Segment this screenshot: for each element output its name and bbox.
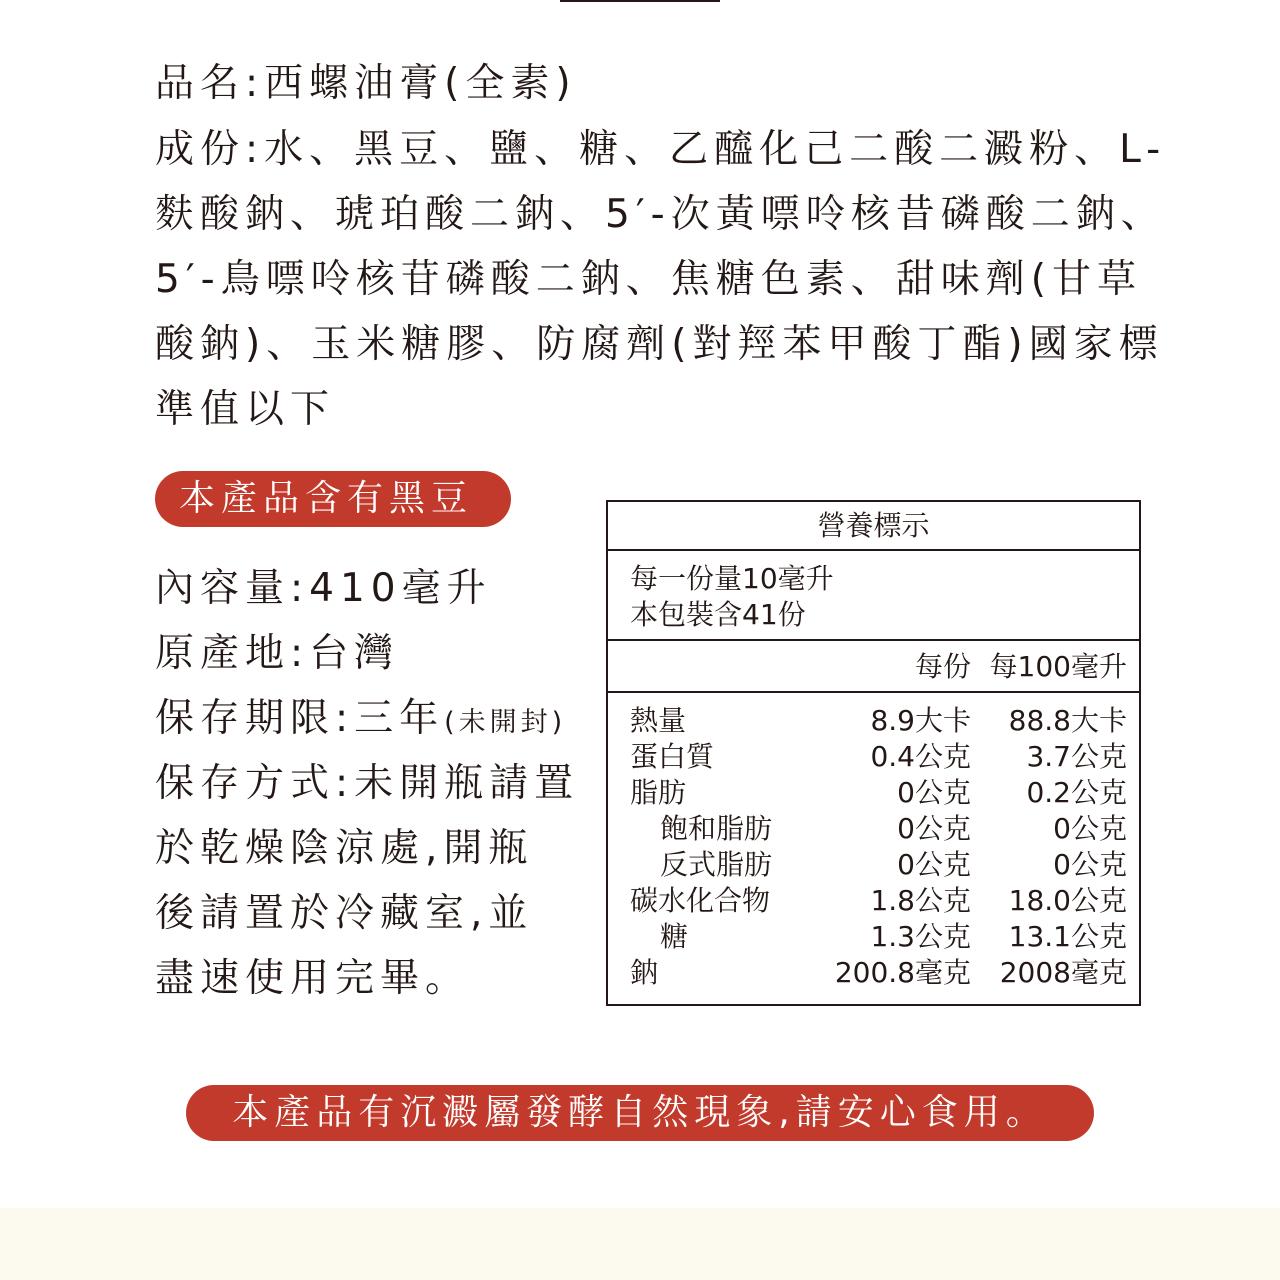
per-serving-value: 8.9大卡: [870, 704, 971, 737]
nutrient-label: 反式脂肪: [660, 848, 773, 881]
nutrition-column-header: [608, 641, 1139, 693]
nutrient-label: 熱量: [630, 704, 687, 737]
ingredients-line: 5′-鳥嘌呤核苷磷酸二鈉、焦糖色素、甜味劑(甘草: [155, 257, 1142, 302]
per-100ml-value: 2008毫克: [999, 956, 1127, 989]
per-100ml-value: 18.0公克: [1008, 884, 1127, 917]
storage-line: 於乾燥陰涼處,開瓶: [155, 826, 534, 871]
ingredients-line: 成份:水、黑豆、鹽、糖、乙醯化己二酸二澱粉、L-: [155, 127, 1167, 172]
nutrient-label: 鈉: [630, 956, 659, 989]
per-serving-header: 每份: [914, 650, 971, 683]
shelf-life-text: 保存期限:三年: [155, 696, 445, 741]
storage-line: 盡速使用完畢。: [155, 956, 471, 1001]
per-100ml-header: 每100毫升: [989, 650, 1127, 683]
serving-info: [608, 551, 1139, 641]
shelf-life-line: [155, 697, 566, 745]
per-serving-value: 0.4公克: [870, 740, 971, 773]
top-divider: [560, 0, 720, 2]
ingredients-line: 酸鈉)、玉米糖膠、防腐劑(對羥苯甲酸丁酯)國家標: [155, 322, 1164, 367]
volume-line: 內容量:410毫升: [155, 566, 492, 611]
nutrition-title: 營養標示: [608, 502, 1139, 551]
nutrition-row: [608, 883, 1139, 919]
nutrient-label: 糖: [660, 920, 689, 953]
ingredients-line: 麩酸鈉、琥珀酸二鈉、5′-次黃嘌呤核昔磷酸二鈉、: [155, 192, 1166, 237]
per-100ml-value: 88.8大卡: [1008, 704, 1127, 737]
nutrition-row: [608, 811, 1139, 847]
nutrition-row: [608, 775, 1139, 811]
per-serving-value: 0公克: [897, 848, 971, 881]
nutrition-rows: [608, 693, 1139, 991]
bottom-band: [0, 1208, 1280, 1280]
storage-line: 後請置於冷藏室,並: [155, 891, 534, 936]
nutrition-row: [608, 703, 1139, 739]
per-serving-value: 200.8毫克: [834, 956, 971, 989]
nutrient-label: 蛋白質: [630, 740, 715, 773]
nutrient-label: 飽和脂肪: [660, 812, 773, 845]
servings-per-pack: 本包裝含41份: [630, 598, 806, 631]
per-100ml-value: 0公克: [1053, 848, 1127, 881]
origin-line: 原產地:台灣: [155, 631, 400, 676]
serving-size: 每一份量10毫升: [630, 562, 834, 595]
per-serving-value: 0公克: [897, 776, 971, 809]
per-100ml-value: 3.7公克: [1026, 740, 1127, 773]
per-serving-value: 1.8公克: [870, 884, 971, 917]
nutrition-row: [608, 919, 1139, 955]
per-100ml-value: 0公克: [1053, 812, 1127, 845]
per-serving-value: 0公克: [897, 812, 971, 845]
nutrition-facts-table: [606, 500, 1141, 1006]
nutrient-label: 碳水化合物: [630, 884, 771, 917]
per-100ml-value: 13.1公克: [1008, 920, 1127, 953]
per-serving-value: 1.3公克: [870, 920, 971, 953]
storage-line: 保存方式:未開瓶請置: [155, 761, 580, 806]
product-name-line: 品名:西螺油膏(全素): [155, 61, 577, 106]
allergen-badge: 本產品含有黑豆: [155, 471, 511, 527]
nutrition-row: [608, 847, 1139, 883]
per-100ml-value: 0.2公克: [1026, 776, 1127, 809]
nutrition-row: [608, 739, 1139, 775]
shelf-life-note: (未開封): [444, 707, 567, 738]
nutrition-row: [608, 955, 1139, 991]
ingredients-line: 準值以下: [155, 387, 336, 432]
sediment-notice-badge: 本產品有沉澱屬發酵自然現象,請安心食用。: [186, 1085, 1094, 1141]
nutrient-label: 脂肪: [630, 776, 687, 809]
